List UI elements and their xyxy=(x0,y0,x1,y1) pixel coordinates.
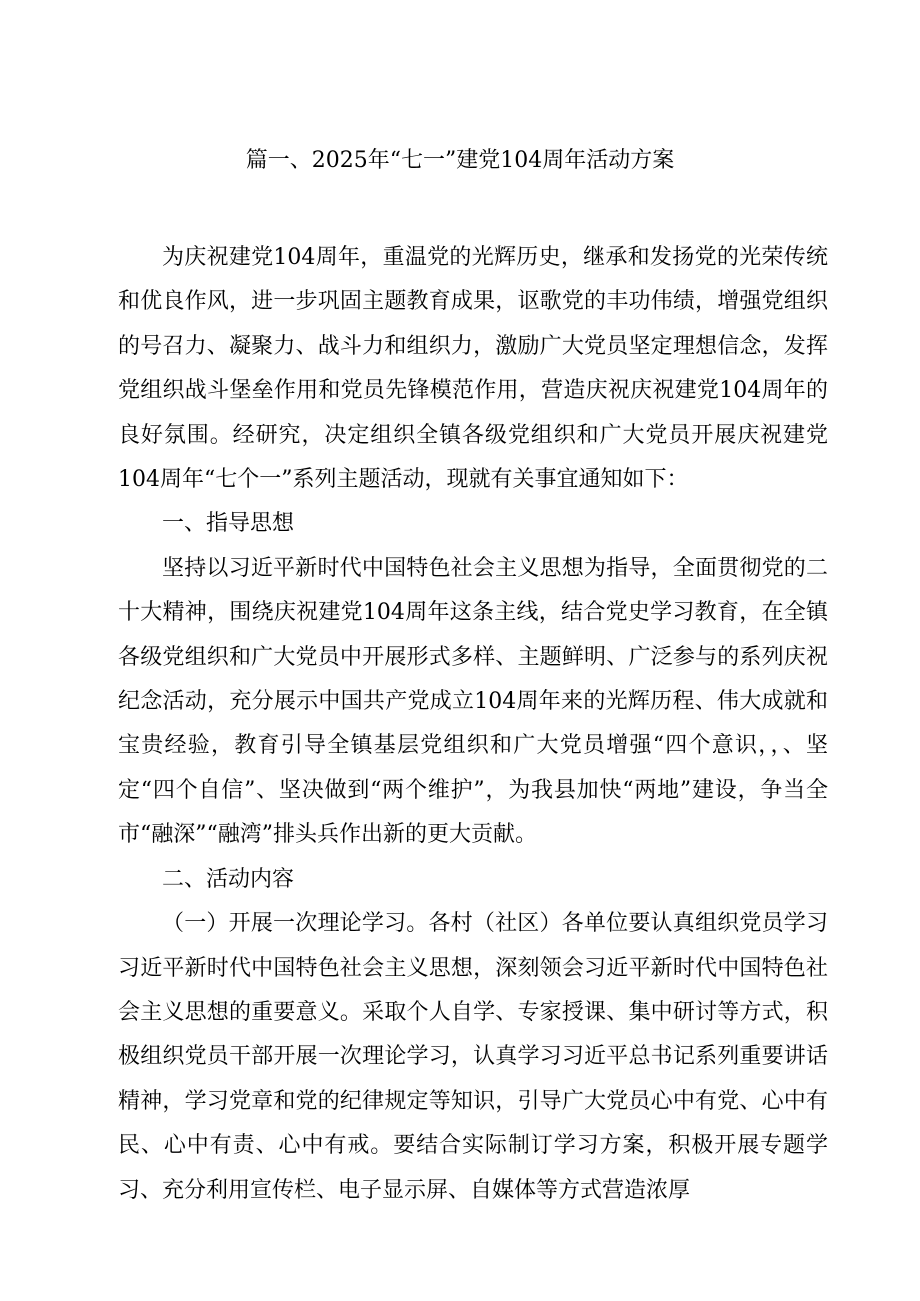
intro-paragraph: 为庆祝建党104周年，重温党的光辉历史，继承和发扬党的光荣传统和优良作风，进一步巩固主题教育成果，讴歌党的丰功伟绩，增强党组织的号召力、凝聚力、战斗力和组织力，激励广大党员坚定理想信念，发挥党组织战斗堡垒作用和党员先锋模范作用，营造庆祝庆祝建党104周年的良好氛围。经研究，决定组织全镇各级党组织和广大党员开展庆祝建党104周年“七个一”系列主题活动，现就有关事宜通知如下： xyxy=(118,245,828,493)
activity-paragraph-1: （一）开展一次理论学习。各村（社区）各单位要认真组织党员学习习近平新时代中国特色社会主义思想，深刻领会习近平新时代中国特色社会主义思想的重要意义。采取个人自学、专家授课、集中研讨等方式，积极组织党员干部开展一次理论学习，认真学习习近平总书记系列重要讲话精神，学习党章和党的纪律规定等知识，引导广大党员心中有党、心中有民、心中有责、心中有戒。要结合实际制订学习方案，积极开展专题学习、充分利用宣传栏、电子显示屏、自媒体等方式营造浓厚 xyxy=(118,911,828,1203)
section-heading-activity-content: 二、活动内容 xyxy=(162,866,295,892)
document-title: 篇一、2025年“七一”建党104周年活动方案 xyxy=(245,148,675,173)
section-heading-guiding-ideology: 一、指导思想 xyxy=(162,511,295,537)
guiding-ideology-paragraph: 坚持以习近平新时代中国特色社会主义思想为指导，全面贯彻党的二十大精神，围绕庆祝建党104周年这条主线，结合党史学习教育，在全镇各级党组织和广大党员中开展形式多样、主题鲜明、广泛参与的系列庆祝纪念活动，充分展示中国共产党成立104周年来的光辉历程、伟大成就和宝贵经验，教育引导全镇基层党组织和广大党员增强“四个意识，，、坚定“四个自信”、坚决做到“两个维护”，为我县加快“两地”建设，争当全市“融深”“融湾”排头兵作出新的更大贡献。 xyxy=(118,555,828,848)
document-body xyxy=(118,236,828,1213)
